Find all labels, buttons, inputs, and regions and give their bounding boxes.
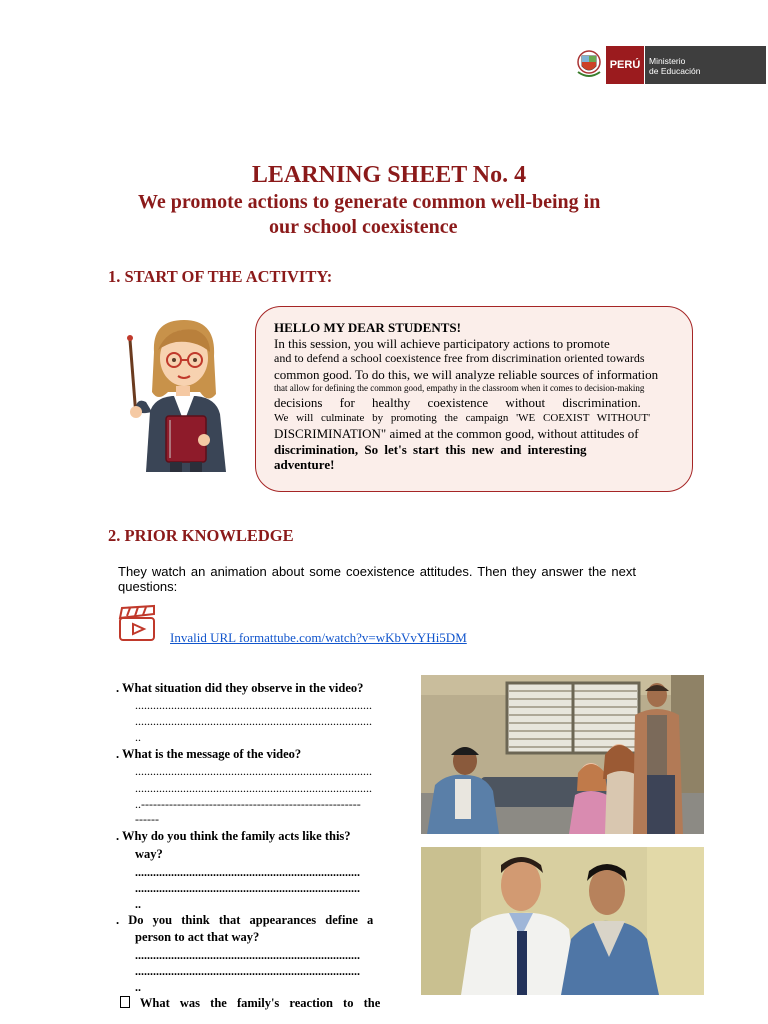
- ministry-line-1: Ministerio: [649, 56, 686, 66]
- prior-intro-text: They watch an animation about some coexistence attitudes. Then they answer the next questions:: [118, 564, 636, 594]
- answer-line-2c[interactable]: ..-------------------------------------------------------: [135, 797, 361, 811]
- greeting-line-4: that allow for defining the common good, empathy in the classroom when it comes to decision-making: [274, 383, 645, 393]
- question-4-cont: person to act that way?: [135, 930, 260, 944]
- greeting-line-9: adventure!: [274, 457, 335, 472]
- answer-line-4b[interactable]: ...........................................................................: [135, 964, 360, 978]
- answer-line-4a[interactable]: ...........................................................................: [135, 948, 360, 962]
- answer-line-1a[interactable]: ...............................................................................: [135, 698, 372, 712]
- question-5: [120, 995, 402, 1011]
- question-4: . Do you think that appearances define a: [116, 913, 374, 927]
- greeting-line-1: In this session, you will achieve participatory actions to promote: [274, 335, 610, 351]
- greeting-title: HELLO MY DEAR STUDENTS!: [274, 320, 461, 335]
- answer-line-2a[interactable]: ...............................................................................: [135, 764, 372, 778]
- answer-line-3c[interactable]: ..: [135, 897, 141, 911]
- answer-line-3b[interactable]: ...........................................................................: [135, 881, 360, 895]
- sheet-subtitle-line-1: We promote actions to generate common well-being in: [138, 191, 601, 213]
- missing-glyph-icon: [120, 996, 130, 1008]
- teacher-illustration: [112, 312, 242, 472]
- greeting-box: [255, 306, 693, 492]
- greeting-line-7: DISCRIMINATION" aimed at the common good, without attitudes of: [274, 426, 639, 441]
- clapperboard-icon: [118, 604, 158, 644]
- answer-line-1c[interactable]: ..: [135, 730, 141, 744]
- ministry-logo: [572, 46, 766, 84]
- section-prior-heading: 2. PRIOR KNOWLEDGE: [108, 526, 294, 545]
- answer-line-3a[interactable]: ...........................................................................: [135, 865, 360, 879]
- ministry-line-2: de Educación: [649, 66, 701, 76]
- question-1: . What situation did they observe in the video?: [116, 681, 364, 695]
- greeting-line-3: common good. To do this, we will analyze reliable sources of information: [274, 366, 659, 382]
- sheet-title: LEARNING SHEET No. 4: [251, 162, 527, 188]
- coat-of-arms-icon: [572, 46, 606, 84]
- sheet-subtitle-line-2: our school coexistence: [269, 216, 458, 238]
- question-2: . What is the message of the video?: [116, 747, 302, 761]
- video-still-doctor: [421, 847, 704, 995]
- question-3: . Why do you think the family acts like this?: [116, 829, 351, 843]
- video-still-waiting-room: [421, 675, 704, 834]
- greeting-line-6: We will culminate by promoting the campaign 'WE COEXIST WITHOUT': [274, 411, 651, 424]
- answer-line-4c[interactable]: ..: [135, 980, 141, 994]
- ministry-label: [645, 46, 766, 84]
- greeting-line-2: and to defend a school coexistence free from discrimination oriented towards: [274, 351, 645, 365]
- video-link[interactable]: Invalid URL formattube.com/watch?v=wKbVvYHi5DM: [170, 630, 467, 645]
- answer-line-2b[interactable]: ...............................................................................: [135, 781, 372, 795]
- answer-line-1b[interactable]: ...............................................................................: [135, 714, 372, 728]
- greeting-line-5: decisions for healthy coexistence without discrimination.: [274, 395, 641, 410]
- answer-line-2d[interactable]: ------: [135, 812, 159, 826]
- question-5-text: What was the family's reaction to the: [130, 996, 381, 1010]
- section-start-heading: 1. START OF THE ACTIVITY:: [108, 267, 333, 286]
- greeting-line-8: discrimination, So let's start this new and interesting: [274, 441, 587, 457]
- question-3-cont: way?: [135, 847, 163, 861]
- peru-label: PERÚ: [606, 46, 645, 84]
